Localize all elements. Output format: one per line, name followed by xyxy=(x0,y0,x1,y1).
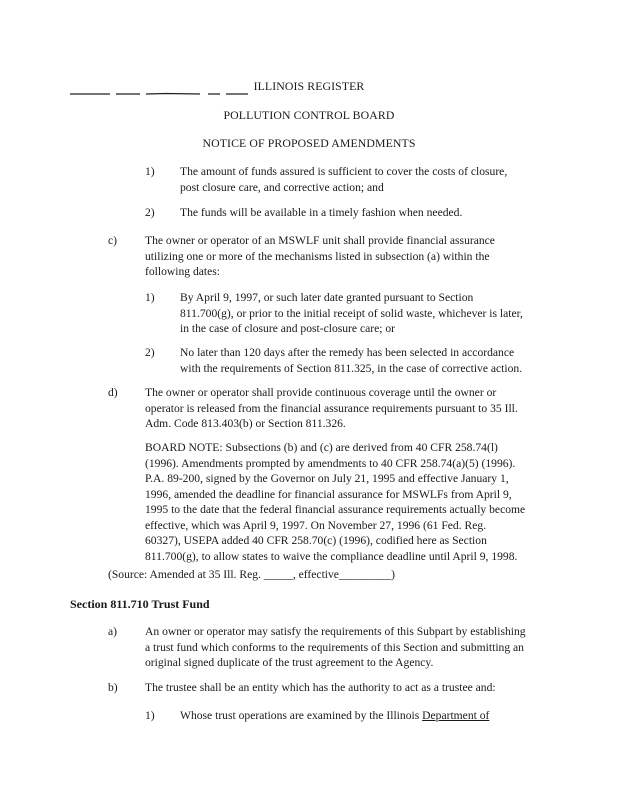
item-number: 2) xyxy=(145,346,155,359)
paragraph-c2: No later than 120 days after the remedy has been selected in accordance with the requirements of Section 811.325, in the case of corrective action. xyxy=(180,346,523,375)
header-register: ILLINOIS REGISTER xyxy=(253,79,365,93)
header-notice: NOTICE OF PROPOSED AMENDMENTS xyxy=(202,136,416,150)
paragraph-d: The owner or operator shall provide continuous coverage until the owner or operator is released from the financial assurance requirements pursuant to 35 Ill. Adm. Code 813.403(b) or Section 811.326. xyxy=(145,386,518,430)
header-board: POLLUTION CONTROL BOARD xyxy=(223,108,395,122)
item-number: 2) xyxy=(145,206,155,219)
section-title: Section 811.710 Trust Fund xyxy=(70,597,210,611)
paragraph-section-b: The trustee shall be an entity which has the authority to act as a trustee and: xyxy=(145,681,496,694)
underlined-text: Department of xyxy=(422,709,490,722)
board-note: BOARD NOTE: Subsections (b) and (c) are derived from 40 CFR 258.74(l) (1996). Amendments prompted by amendments to 40 CFR 258.74(a)(5) (1996). P.A. 89-200, signed by the Governor on July 21, 1995 and effective January 1, 1996, amended the deadline for financial assurance for MSWLFs from April 9, 1995 to the date that the federal financial assurance requirements actually become effective, which was April 9, 1997. On November 27, 1996 (61 Fed. Reg. 60327), USEPA added 40 CFR 258.70(c) (1996), codified here as Section 811.700(g), to allow states to waive the compliance deadline until April 9, 1998. xyxy=(145,441,526,563)
paragraph-b2: The funds will be available in a timely fashion when needed. xyxy=(180,206,463,219)
item-number: 1) xyxy=(145,291,155,304)
paragraph-section-a: An owner or operator may satisfy the requirements of this Subpart by establishing a trust fund which conforms to the requirements of this Section and submitting an original signed duplicate of the trust agreement to the Agency. xyxy=(145,625,526,669)
source-note: (Source: Amended at 35 Ill. Reg. _____, effective_________) xyxy=(108,568,395,581)
item-number: a) xyxy=(108,625,118,638)
item-number: d) xyxy=(108,386,118,399)
item-number: 1) xyxy=(145,165,155,178)
paragraph-c: The owner or operator of an MSWLF unit shall provide financial assurance utilizing one or more of the mechanisms listed in subsection (a) within the following dates: xyxy=(145,234,495,278)
paragraph-b1: The amount of funds assured is sufficient to cover the costs of closure, post closure care, and corrective action; and xyxy=(180,165,508,194)
item-number: b) xyxy=(108,681,118,694)
paragraph-c1: By April 9, 1997, or such later date granted pursuant to Section 811.700(g), or prior to the initial receipt of solid waste, whichever is later, in the case of closure and post-closure care; or xyxy=(180,291,523,335)
item-number: c) xyxy=(108,234,118,247)
paragraph-section-b1: Whose trust operations are examined by the Illinois Department of xyxy=(180,709,490,722)
item-number: 1) xyxy=(145,709,155,722)
